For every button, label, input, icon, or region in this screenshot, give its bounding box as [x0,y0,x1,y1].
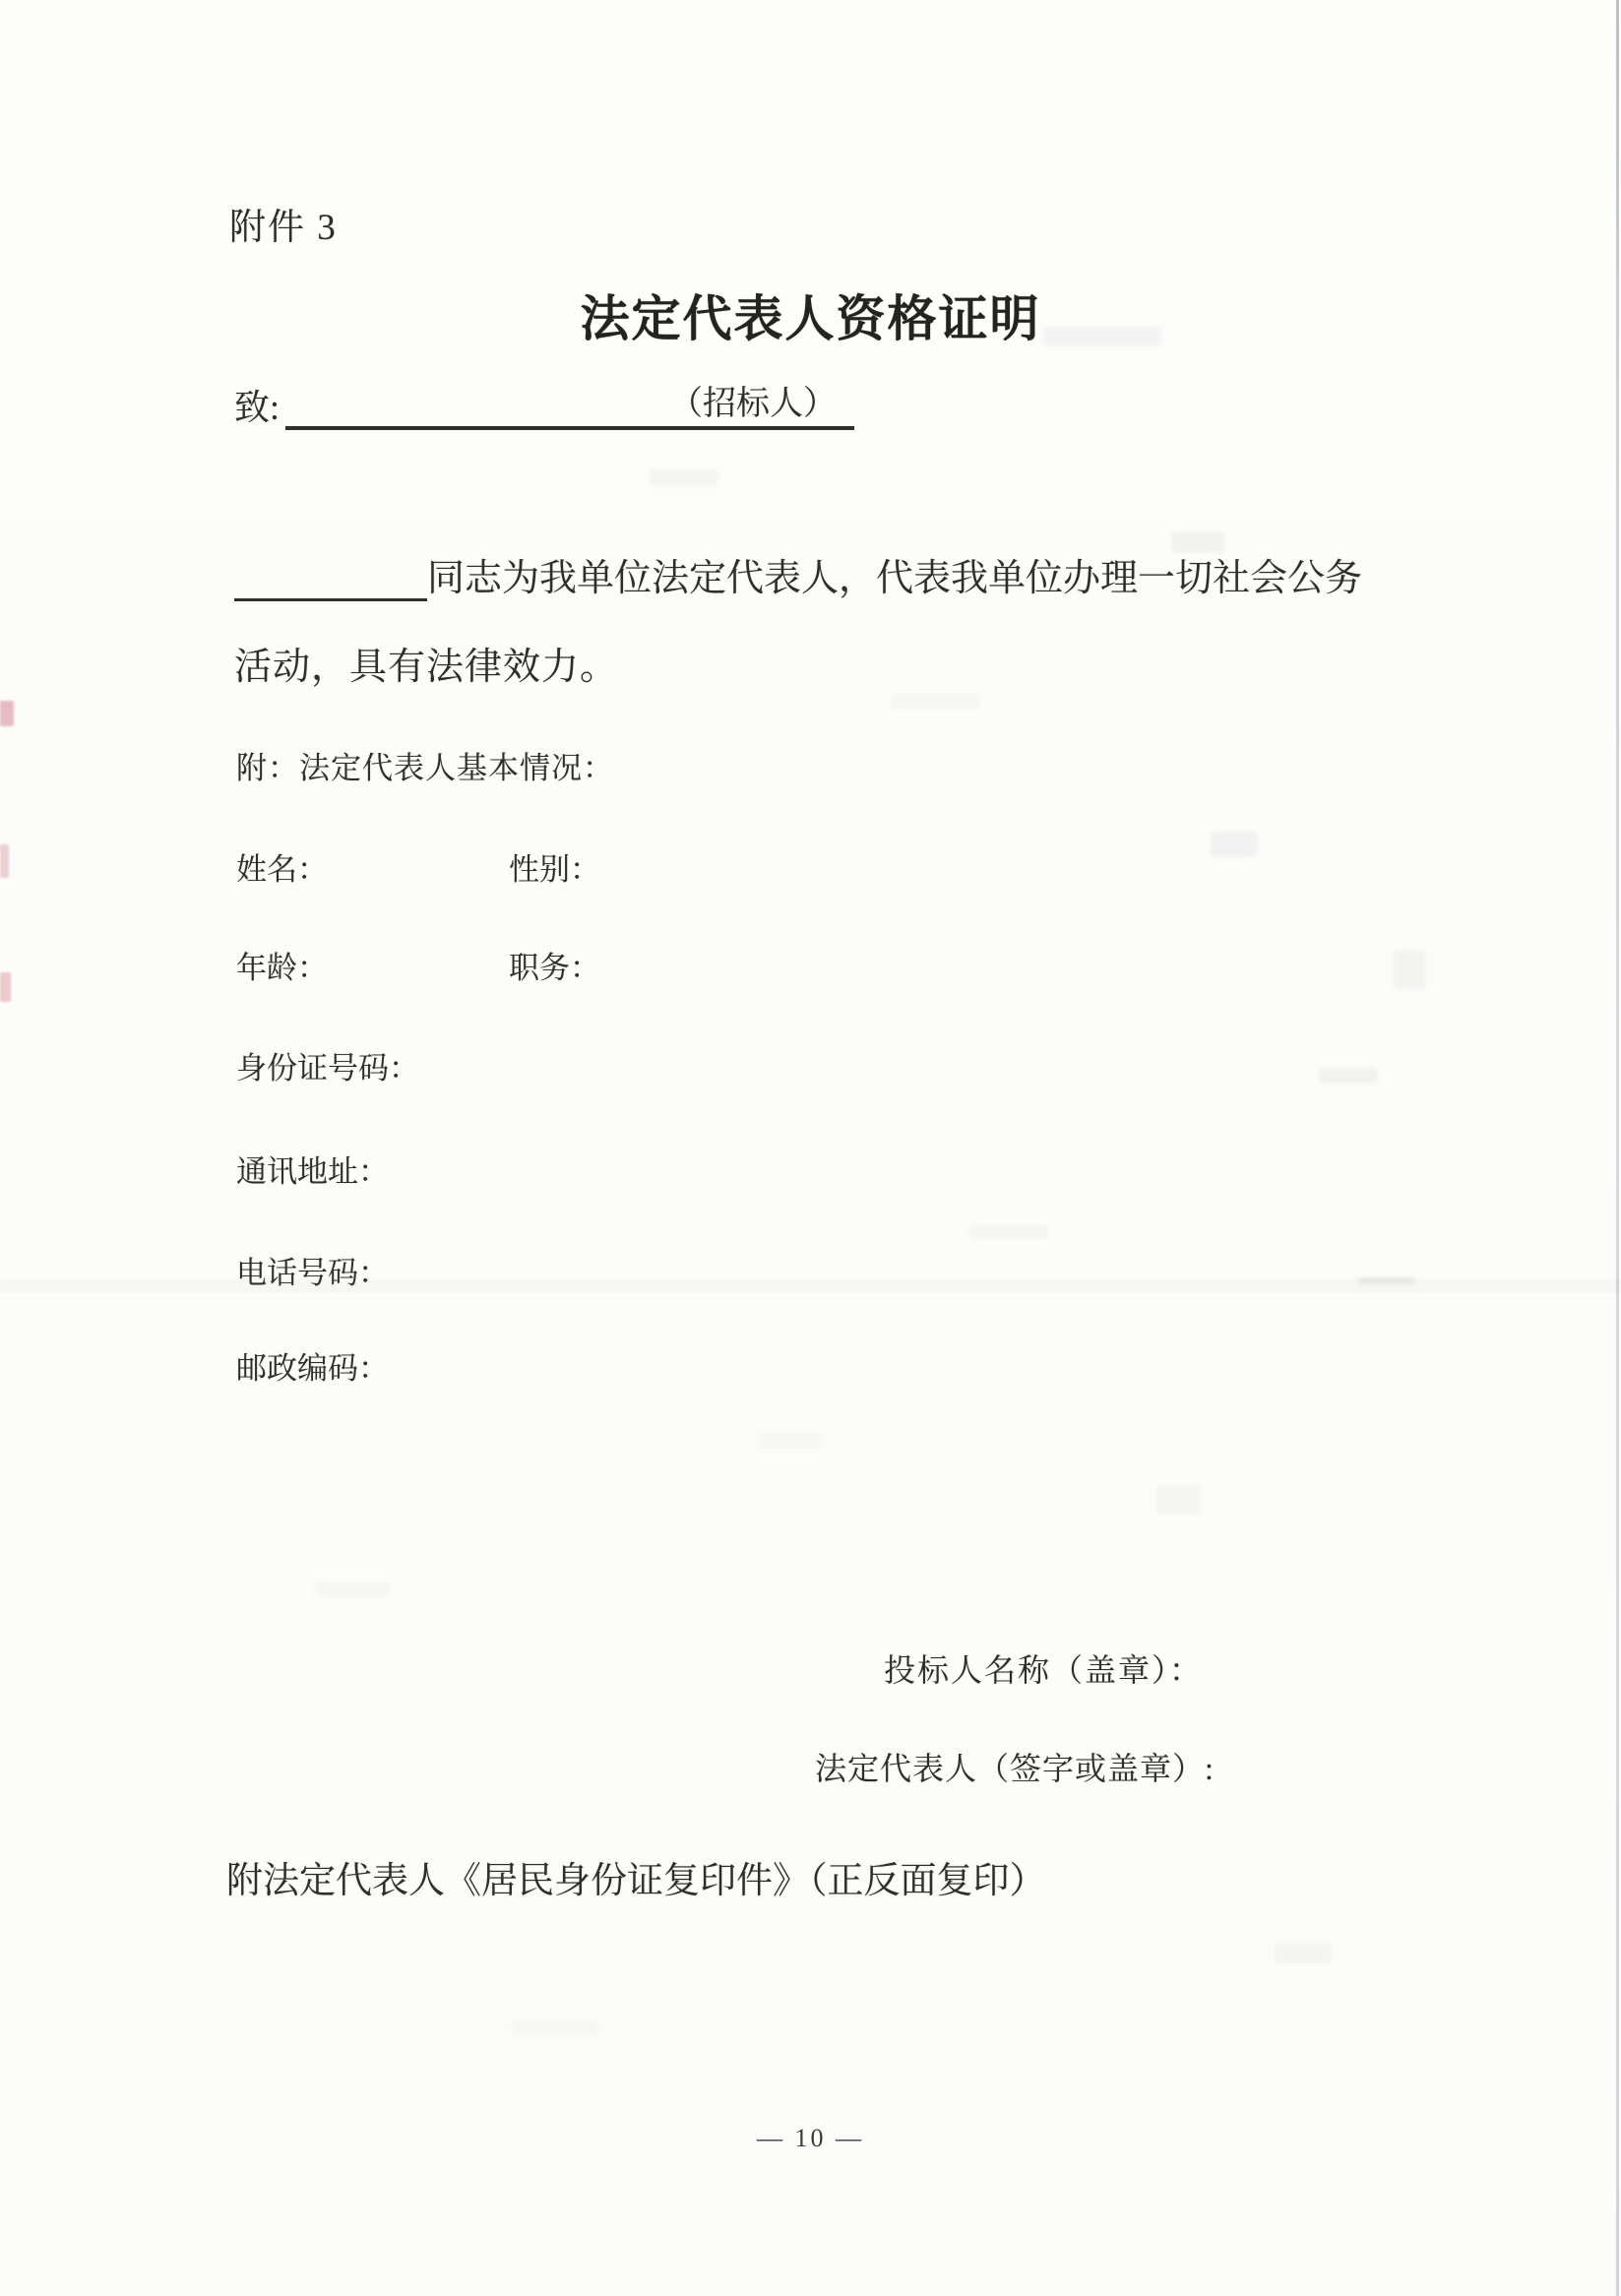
scan-smudge [1393,950,1426,989]
legal-rep-signature-line: 法定代表人（签字或盖章）: [815,1751,1215,1786]
body-text-1: 同志为我单位法定代表人，代表我单位办理一切社会公务 [427,558,1363,599]
page-title: 法定代表人资格证明 [580,291,1041,346]
scan-smudge [1358,1277,1415,1283]
gender-field-label: 性别： [509,852,600,887]
age-field-label: 年龄： [236,951,328,985]
address-field-label: 通讯地址： [236,1154,389,1189]
salutation-prefix: 致: [234,388,281,427]
recipient-blank-line [285,376,854,430]
phone-field-label: 电话号码： [236,1256,389,1290]
scan-smudge [969,1225,1048,1239]
scan-smudge [758,1432,821,1450]
form-row-address [236,1147,389,1191]
recipient-label: （招标人） [669,386,838,422]
scan-smudge [1171,531,1225,553]
scan-smudge [1043,327,1161,346]
position-field-label: 职务： [509,951,600,985]
form-row-age-title [236,943,600,987]
id-number-field-label: 身份证号码： [236,1051,419,1086]
form-heading: 附：法定代表人基本情况： [236,751,614,785]
bidder-name-seal-line: 投标人名称（盖章）： [884,1652,1204,1688]
postal-code-field-label: 邮政编码： [236,1351,389,1386]
page-number: — 10 — [757,2124,864,2152]
scan-smudge [1211,832,1258,857]
scan-smudge [891,694,979,710]
body-text-2: 活动，具有法律效力。 [234,647,619,688]
scan-smudge [1156,1486,1200,1514]
name-blank-line [234,559,427,601]
body-line-1 [234,547,1362,601]
scan-red-speck [0,701,14,726]
scan-edge-line [1616,0,1619,2296]
footer-note: 附法定代表人《居民身份证复印件》（正反面复印） [226,1861,1046,1901]
form-row-postal-code [236,1343,389,1388]
scan-smudge [1319,1068,1378,1084]
scan-smudge [315,1582,390,1596]
scan-red-speck [0,972,11,1002]
form-row-name-gender [236,844,600,889]
scan-red-speck [0,844,9,878]
form-row-id-number [236,1043,419,1087]
scan-smudge [512,2022,598,2036]
attachment-label: 附件 3 [229,208,338,248]
scan-smudge [650,470,718,486]
scan-smudge [1275,1944,1332,1963]
salutation-line [234,376,854,430]
name-field-label: 姓名： [236,852,328,887]
